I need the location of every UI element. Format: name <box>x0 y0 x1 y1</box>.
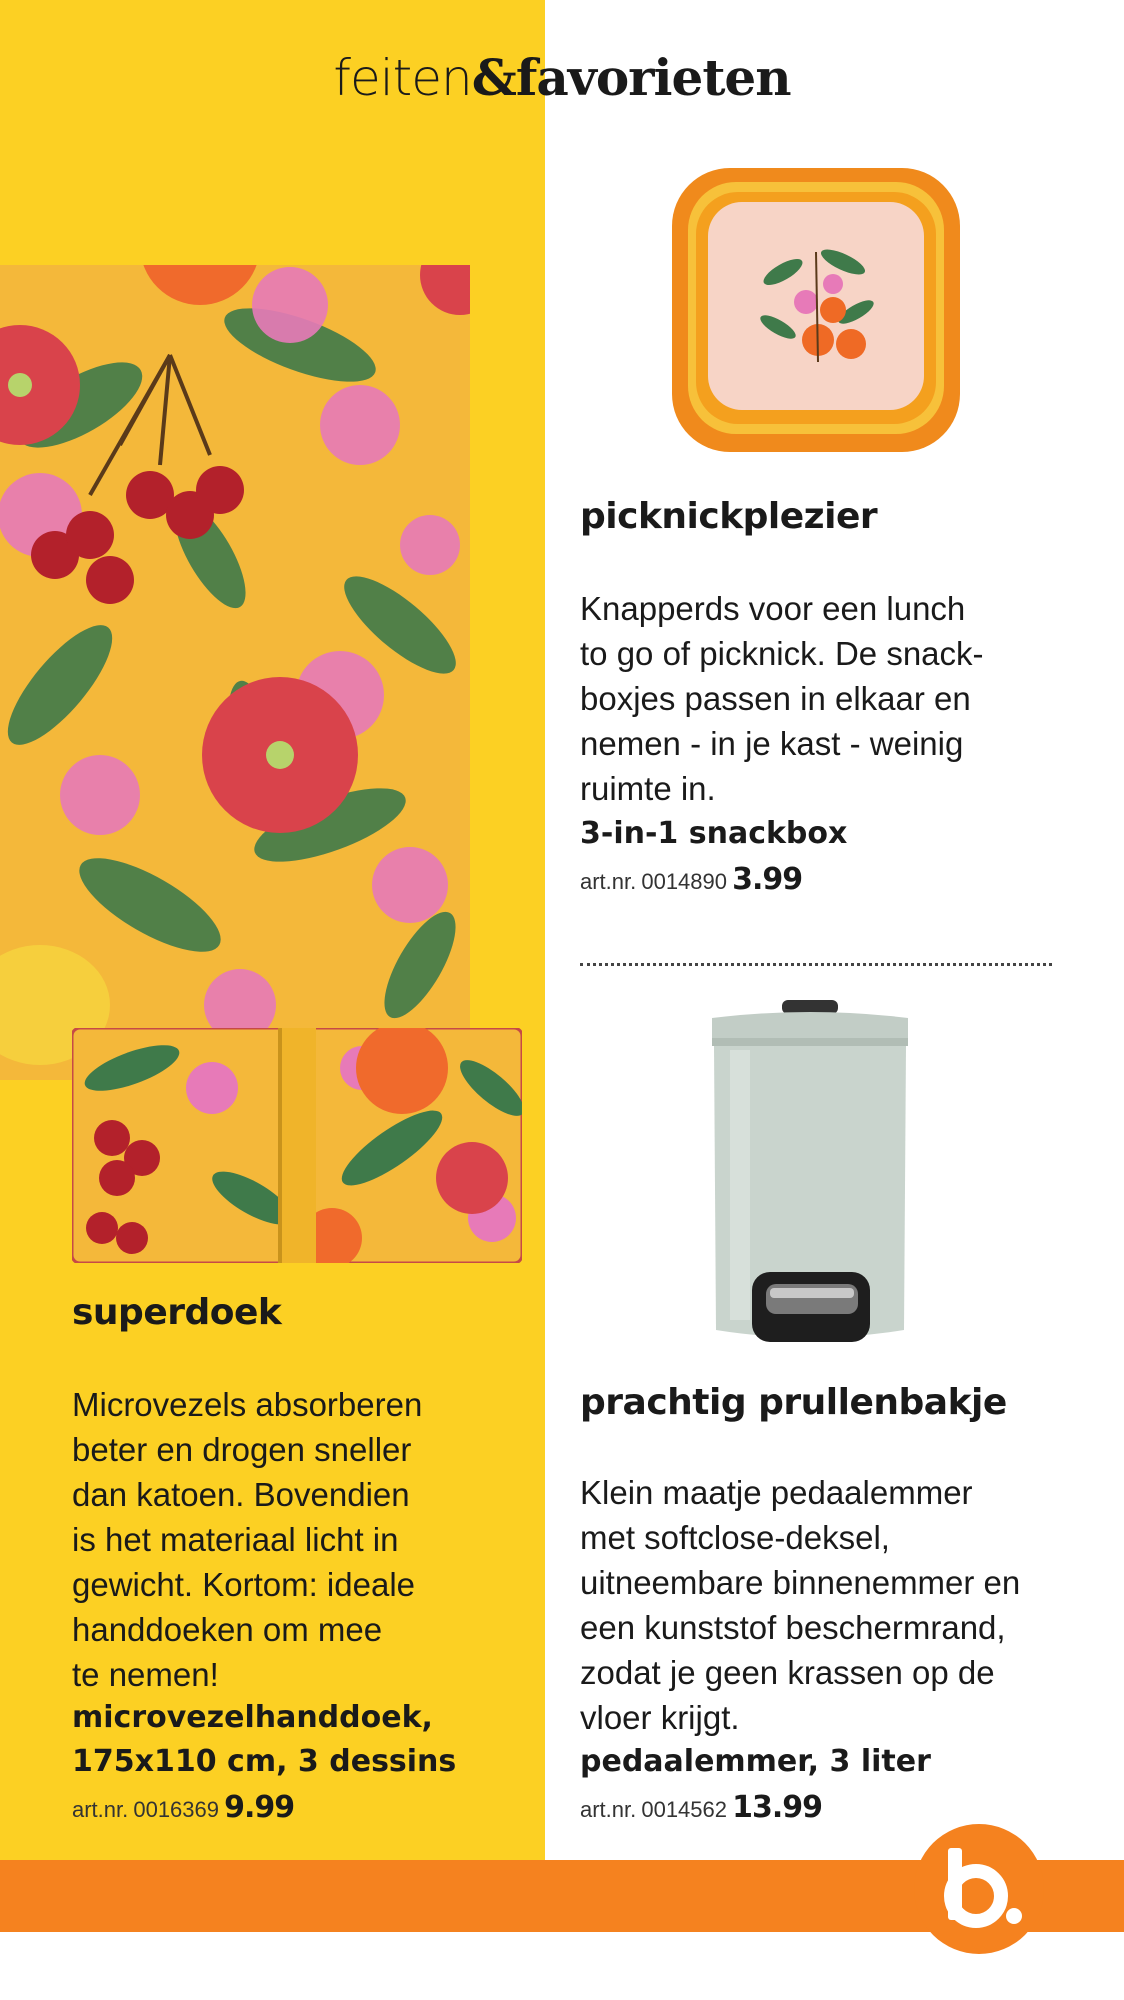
picknick-article-line <box>580 862 802 897</box>
prullenbak-product-name: pedaalemmer, 3 liter <box>580 1744 931 1779</box>
prullenbak-desc-line: een kunststof beschermrand, <box>580 1609 1006 1646</box>
art-label: art.nr. <box>580 869 637 894</box>
snackbox-image <box>668 162 964 458</box>
superdoek-article-line <box>72 1790 294 1825</box>
header-feiten: feiten <box>333 49 472 107</box>
rolled-towel-image <box>72 1028 522 1263</box>
art-number: 0016369 <box>133 1797 219 1822</box>
superdoek-desc-line: beter en drogen sneller <box>72 1431 412 1468</box>
superdoek-desc-line: gewicht. Kortom: ideale <box>72 1566 416 1603</box>
superdoek-product-line: microvezelhanddoek, <box>72 1700 433 1735</box>
brand-logo-icon <box>914 1824 1044 1954</box>
prullenbak-desc-line: uitneembare binnenemmer en <box>580 1564 1021 1601</box>
superdoek-product-line: 175x110 cm, 3 dessins <box>72 1744 457 1779</box>
header-favorieten: &favorieten <box>471 48 791 107</box>
picknick-product-name: 3-in-1 snackbox <box>580 816 848 851</box>
price: 13.99 <box>732 1790 822 1825</box>
prullenbak-desc-line: zodat je geen krassen op de <box>580 1654 995 1691</box>
prullenbak-desc-line: met softclose-deksel, <box>580 1519 890 1556</box>
prullenbak-title: prachtig prullenbakje <box>580 1382 1007 1423</box>
art-number: 0014562 <box>641 1797 727 1822</box>
prullenbak-description <box>580 1470 1120 1740</box>
superdoek-desc-line: is het materiaal licht in <box>72 1521 399 1558</box>
picknick-desc-line: boxjes passen in elkaar en <box>580 680 971 717</box>
prullenbak-desc-line: vloer krijgt. <box>580 1699 740 1736</box>
prullenbak-desc-line: Klein maatje pedaalemmer <box>580 1474 973 1511</box>
picknick-desc-line: Knapperds voor een lunch <box>580 590 966 627</box>
art-label: art.nr. <box>580 1797 637 1822</box>
price: 9.99 <box>224 1790 295 1825</box>
picknick-desc-line: nemen - in je kast - weinig <box>580 725 964 762</box>
price: 3.99 <box>732 862 803 897</box>
superdoek-description <box>72 1382 532 1697</box>
picknick-desc-line: ruimte in. <box>580 770 716 807</box>
picknick-title: picknickplezier <box>580 496 878 537</box>
prullenbak-article-line <box>580 1790 822 1825</box>
dotted-divider <box>580 963 1052 966</box>
picknick-desc-line: to go of picknick. De snack- <box>580 635 984 672</box>
superdoek-desc-line: te nemen! <box>72 1656 219 1693</box>
superdoek-desc-line: dan katoen. Bovendien <box>72 1476 410 1513</box>
art-label: art.nr. <box>72 1797 129 1822</box>
superdoek-desc-line: handdoeken om mee <box>72 1611 383 1648</box>
art-number: 0014890 <box>641 869 727 894</box>
superdoek-title: superdoek <box>72 1292 282 1333</box>
floral-towel-image <box>0 265 470 1080</box>
pedal-bin-image <box>700 1000 920 1352</box>
picknick-description <box>580 586 1100 811</box>
superdoek-desc-line: Microvezels absorberen <box>72 1386 423 1423</box>
brand-logo <box>914 1824 1044 1954</box>
superdoek-product-name <box>72 1696 542 1784</box>
page-header <box>0 48 1124 107</box>
